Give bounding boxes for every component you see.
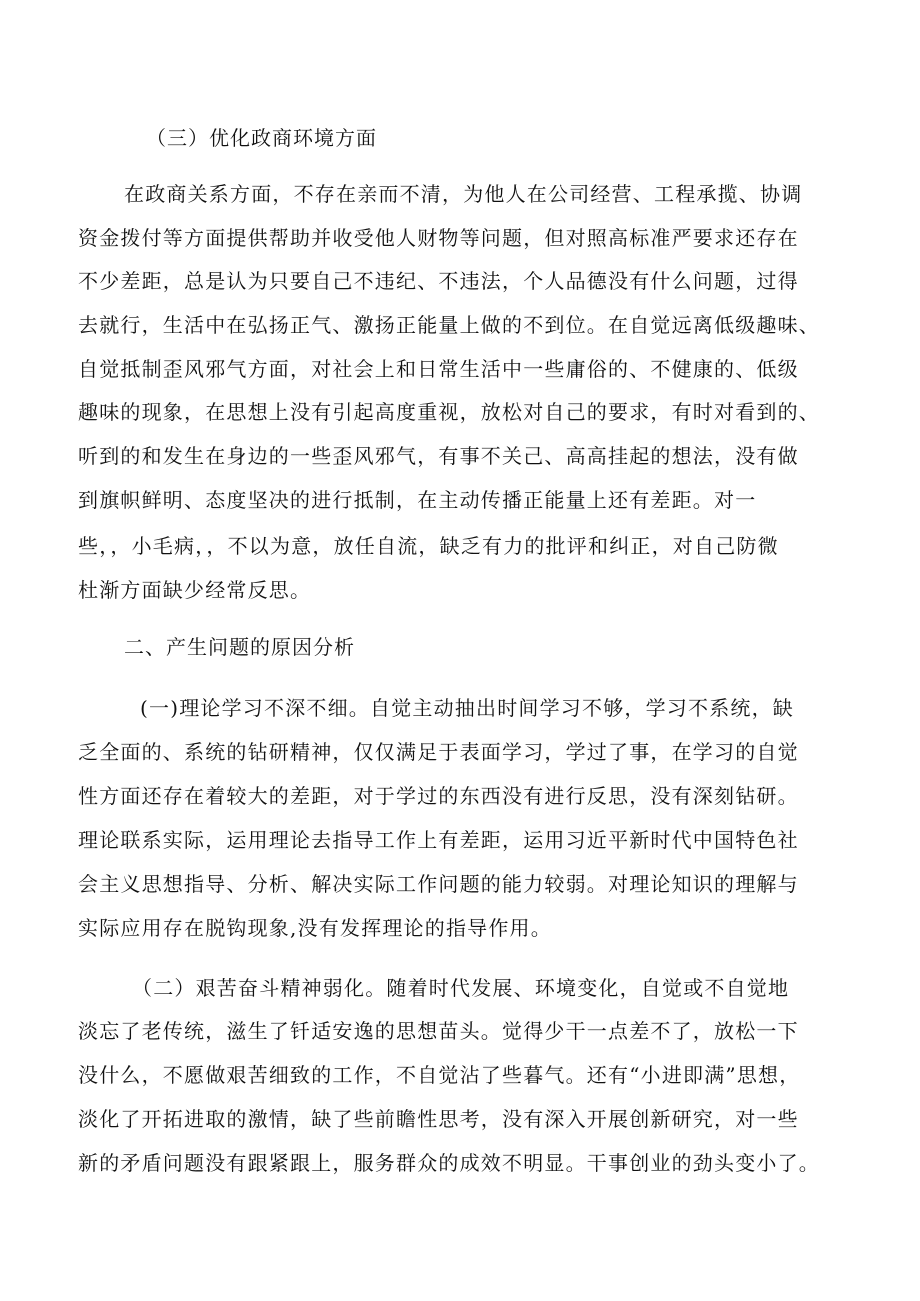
paragraph-line: 些，，小毛病，，不以为意，放任自流，缺乏有力的批评和纠正，对自己防微 <box>78 534 779 558</box>
paragraph-line: 淡忘了老传统，滋生了钎适安逸的思想苗头。觉得少干一点差不了，放松一下 <box>78 1019 799 1043</box>
paragraph-line: 听到的和发生在身边的一些歪风邪气，有事不关己、高高挂起的想法，没有做 <box>78 444 799 468</box>
paragraph-line: (一)理论学习不深不细。自觉主动抽出时间学习不够，学习不系统，缺 <box>140 696 795 720</box>
paragraph-line: 没什么，不愿做艰苦细致的工作，不自觉沾了些暮气。还有“小进即满”思想， <box>78 1063 801 1087</box>
paragraph-line: 性方面还存在着较大的差距，对于学过的东西没有进行反思，没有深刻钻研。 <box>78 784 799 808</box>
paragraph-line: 自觉抵制歪风邪气方面，对社会上和日常生活中一些庸俗的、不健康的、低级 <box>78 357 799 381</box>
paragraph-line: 杜渐方面缺少经常反思。 <box>78 578 312 602</box>
paragraph-line: 淡化了开拓进取的激情，缺了些前瞻性思考，没有深入开展创新研究，对一些 <box>78 1107 799 1131</box>
paragraph-line: 新的矛盾问题没有跟紧跟上，服务群众的成效不明显。干事创业的劲头变小了。 <box>78 1151 820 1175</box>
part-heading-cause-analysis: 二、产生问题的原因分析 <box>124 635 355 659</box>
paragraph-line: 理论联系实际，运用理论去指导工作上有差距，运用习近平新时代中国特色社 <box>78 828 799 852</box>
section-heading-optimize-business-environment: （三）优化政商环境方面 <box>146 126 377 150</box>
paragraph-line: 去就行，生活中在弘扬正气、激扬正能量上做的不到位。在自觉远离低级趣味、 <box>78 313 820 337</box>
paragraph-line: 乏全面的、系统的钻研精神，仅仅满足于表面学习，学过了事，在学习的自觉 <box>78 740 799 764</box>
paragraph-line: 在政商关系方面，不存在亲而不清，为他人在公司经营、工程承揽、协调 <box>124 182 803 206</box>
paragraph-line: 实际应用存在脱钩现象,没有发挥理论的指导作用。 <box>78 916 552 940</box>
paragraph-line: 到旗帜鲜明、态度坚决的进行抵制，在主动传播正能量上还有差距。对一 <box>78 488 757 512</box>
paragraph-line: 不少差距，总是认为只要自己不违纪、不违法，个人品德没有什么问题，过得 <box>78 269 799 293</box>
paragraph-line: （二）艰苦奋斗精神弱化。随着时代发展、环境变化，自觉或不自觉地 <box>132 976 790 1000</box>
paragraph-line: 资金拨付等方面提供帮助并收受他人财物等问题，但对照高标准严要求还存在 <box>78 226 799 250</box>
paragraph-line: 趣味的现象，在思想上没有引起高度重视，放松对自己的要求，有时对看到的、 <box>78 400 820 424</box>
paragraph-line: 会主义思想指导、分析、解决实际工作问题的能力较弱。对理论知识的理解与 <box>78 872 799 896</box>
